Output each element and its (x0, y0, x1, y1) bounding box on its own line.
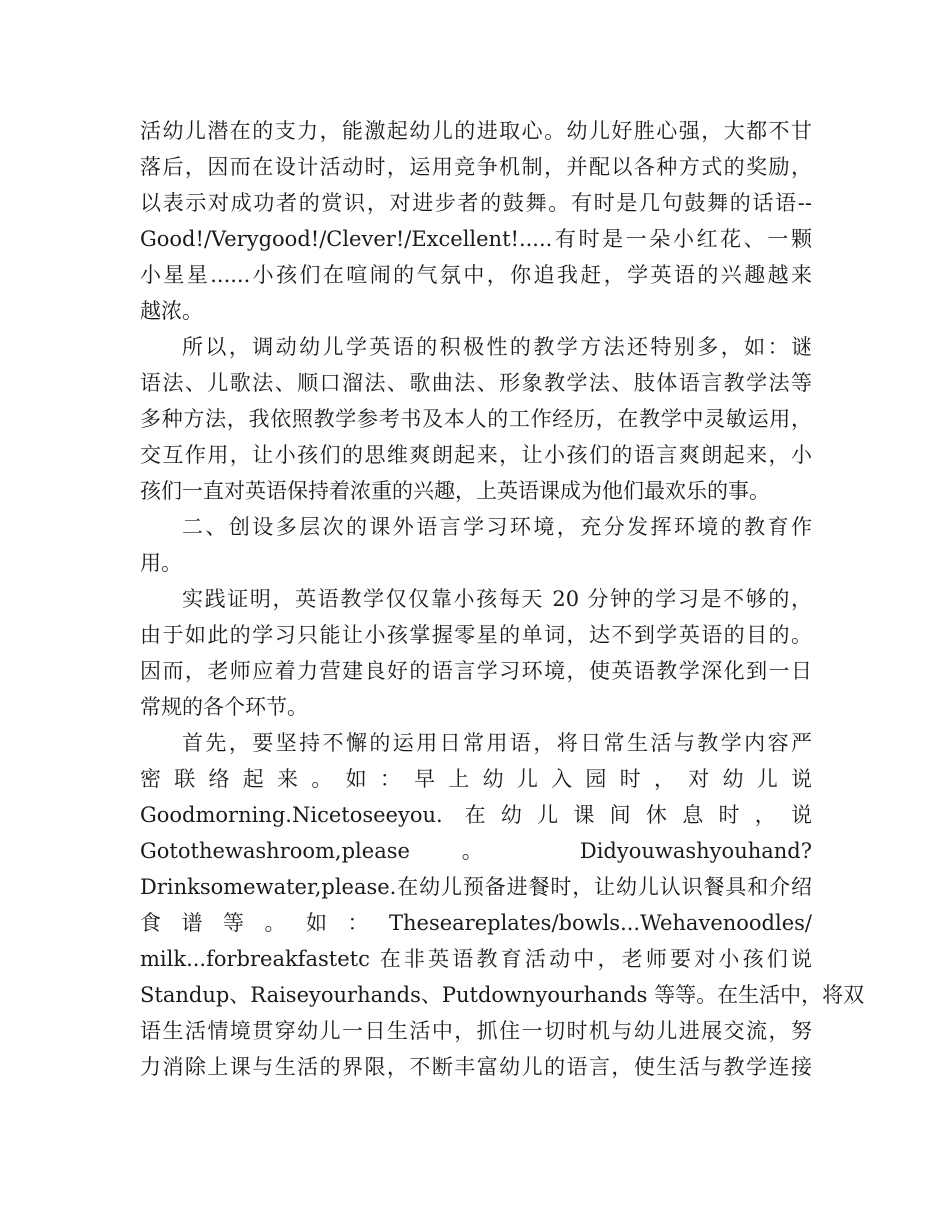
text-line: 食谱等。如：Theseareplates/bowls...Wehavenoodles/ (140, 911, 812, 935)
text-line: 首先，要坚持不懈的运用日常用语，将日常生活与教学内容严 (182, 731, 812, 755)
text-line: 语生活情境贯穿幼儿一日生活中，抓住一切时机与幼儿进展交流，努 (140, 1019, 812, 1043)
text-line: milk...forbreakfastetc 在非英语教育活动中，老师要对小孩们说 (140, 947, 812, 971)
text-line: 因而，老师应着力营建良好的语言学习环境，使英语教学深化到一日 (140, 659, 812, 683)
text-line: 常规的各个环节。 (140, 695, 308, 719)
text-line: Drinksomewater,please.在幼儿预备进餐时，让幼儿认识餐具和介绍 (140, 875, 812, 899)
text-line: 多种方法，我依照教学参考书及本人的工作经历，在教学中灵敏运用， (140, 407, 812, 431)
para-methods (140, 329, 812, 509)
para-competition (140, 113, 812, 329)
section-heading-2 (140, 509, 812, 581)
text-line: 二、创设多层次的课外语言学习环境，充分发挥环境的教育作 (182, 515, 812, 539)
para-practice (140, 581, 812, 725)
para-daily-language (140, 725, 865, 1085)
text-line: 孩们一直对英语保持着浓重的兴趣，上英语课成为他们最欢乐的事。 (140, 479, 770, 503)
text-line: 语法、儿歌法、顺口溜法、歌曲法、形象教学法、肢体语言教学法等 (140, 371, 812, 395)
text-line: Goodmorning.Nicetoseeyou. 在幼儿课间休息时，说 (140, 803, 812, 827)
text-line: 力消除上课与生活的界限，不断丰富幼儿的语言，使生活与教学连接 (140, 1055, 812, 1079)
text-line: 以表示对成功者的赏识，对进步者的鼓舞。有时是几句鼓舞的话语-- (140, 191, 812, 215)
text-line: 密联络起来。如：早上幼儿入园时，对幼儿说 (140, 767, 812, 791)
text-line: 小星星......小孩们在喧闹的气氛中，你追我赶，学英语的兴趣越来 (140, 263, 812, 287)
text-line: 用。 (140, 551, 182, 575)
text-line: 所以，调动幼儿学英语的积极性的教学方法还特别多，如：谜 (182, 335, 812, 359)
text-line: 活幼儿潜在的支力，能激起幼儿的进取心。幼儿好胜心强，大都不甘 (140, 119, 812, 143)
text-line: Standup、Raiseyourhands、Putdownyourhands 等等。在生活中，将双 (140, 983, 865, 1007)
text-line: Gotothewashroom,please 。 Didyouwashyouhand? (140, 839, 812, 863)
text-line: 落后，因而在设计活动时，运用竞争机制，并配以各种方式的奖励， (140, 155, 812, 179)
text-line: 实践证明，英语教学仅仅靠小孩每天 20 分钟的学习是不够的， (182, 587, 812, 611)
text-line: Good!/Verygood!/Clever!/Excellent!.....有时是一朵小红花、一颗 (140, 227, 812, 251)
text-line: 越浓。 (140, 299, 203, 323)
text-line: 交互作用，让小孩们的思维爽朗起来，让小孩们的语言爽朗起来，小 (140, 443, 812, 467)
text-line: 由于如此的学习只能让小孩掌握零星的单词，达不到学英语的目的。 (140, 623, 812, 647)
document-body (140, 113, 865, 1085)
